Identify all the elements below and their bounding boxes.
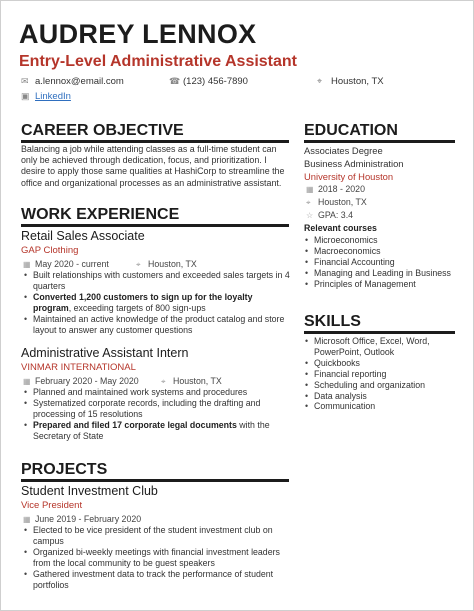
degree: Associates Degree — [304, 145, 383, 156]
calendar-icon: ▦ — [23, 377, 31, 386]
list-item: • Microsoft Office, Excel, Word, PowerPoint, Outlook — [304, 336, 452, 358]
calendar-icon: ▦ — [306, 185, 314, 194]
field-of-study: Business Administration — [304, 158, 404, 169]
list-item: • Elected to be vice president of the student investment club on campus — [23, 525, 289, 547]
section-divider — [304, 331, 455, 334]
education-dates: ▦ 2018 - 2020 — [306, 184, 365, 194]
phone-icon: ☎ — [169, 76, 181, 86]
job-title: Administrative Assistant Intern — [21, 346, 189, 360]
contact-location: ⌖ Houston, TX — [317, 76, 384, 87]
list-item: • Converted 1,200 customers to sign up for the loyalty program, exceeding targets of 800 sign-ups — [23, 292, 291, 314]
calendar-icon: ▦ — [23, 515, 31, 524]
linkedin-link[interactable]: LinkedIn — [35, 91, 71, 102]
list-item: • Financial reporting — [304, 369, 452, 380]
career-objective-text: Balancing a job while attending classes as a full-time student can only be achieved through dedication, focus, and prioritization. I desire to apply those same qualities at HashiCorp to streamline the office and organizational processes as an administrative assistant. — [21, 144, 285, 188]
job-location: ⌖ Houston, TX — [161, 376, 222, 386]
map-pin-icon: ⌖ — [161, 377, 166, 386]
courses-label: Relevant courses — [304, 223, 377, 233]
job-dates: ▦ May 2020 - current — [23, 259, 109, 269]
work-experience-heading: WORK EXPERIENCE — [21, 206, 180, 223]
linkedin-icon: ▣ — [21, 91, 30, 101]
list-item: • Microeconomics — [304, 235, 464, 246]
list-item: • Gathered investment data to track the performance of student portfolios — [23, 569, 289, 591]
education-heading: EDUCATION — [304, 122, 398, 139]
job-location: ⌖ Houston, TX — [136, 259, 197, 269]
list-item: • Financial Accounting — [304, 257, 464, 268]
project-bullets — [23, 525, 289, 590]
job-company: GAP Clothing — [21, 245, 79, 256]
star-icon: ☆ — [306, 211, 314, 220]
education-location: ⌖ Houston, TX — [306, 197, 367, 207]
list-item: • Managing and Leading in Business — [304, 268, 464, 279]
list-item: • Maintained an active knowledge of the product catalog and store layout to answer any customer questions — [23, 314, 291, 336]
list-item: • Prepared and filed 17 corporate legal documents with the Secretary of State — [23, 420, 285, 442]
project-role: Vice President — [21, 500, 83, 511]
envelope-icon: ✉ — [21, 76, 29, 86]
list-item: • Macroeconomics — [304, 246, 464, 257]
job-title: Retail Sales Associate — [21, 229, 145, 243]
job-dates: ▦ February 2020 - May 2020 — [23, 376, 139, 386]
project-dates: ▦ June 2019 - February 2020 — [23, 514, 142, 524]
list-item: • Quickbooks — [304, 358, 452, 369]
section-divider — [21, 224, 289, 227]
contact-linkedin[interactable] — [21, 90, 71, 103]
list-item: • Data analysis — [304, 391, 452, 402]
section-divider — [21, 140, 289, 143]
list-item: • Built relationships with customers and exceeded sales targets in 4 quarters — [23, 270, 291, 292]
contact-email: ✉ a.lennox@email.com — [21, 76, 124, 87]
projects-heading: PROJECTS — [21, 461, 108, 478]
candidate-title: Entry-Level Administrative Assistant — [19, 53, 298, 70]
skills-list — [304, 336, 452, 412]
map-pin-icon: ⌖ — [136, 260, 141, 269]
job-bullets — [23, 387, 285, 442]
contact-phone: ☎ (123) 456-7890 — [169, 76, 248, 87]
job-company: VINMAR INTERNATIONAL — [21, 362, 136, 373]
list-item: • Communication — [304, 401, 452, 412]
section-divider — [304, 140, 455, 143]
skills-heading: SKILLS — [304, 313, 361, 330]
list-item: • Systematized corporate records, including the drafting and processing of 15 resolutions — [23, 398, 285, 420]
list-item: • Organized bi-weekly meetings with financial investment leaders from the local community to be guest speakers — [23, 547, 289, 569]
courses-list — [304, 235, 464, 290]
list-item: • Planned and maintained work systems and procedures — [23, 387, 285, 398]
section-divider — [21, 479, 289, 482]
calendar-icon: ▦ — [23, 260, 31, 269]
school-name: University of Houston — [304, 171, 394, 182]
career-objective-heading: CAREER OBJECTIVE — [21, 122, 184, 139]
job-bullets — [23, 270, 291, 335]
candidate-name: AUDREY LENNOX — [19, 19, 257, 49]
map-pin-icon: ⌖ — [306, 198, 311, 207]
map-pin-icon: ⌖ — [317, 76, 323, 86]
list-item: • Scheduling and organization — [304, 380, 452, 391]
project-name: Student Investment Club — [21, 484, 158, 498]
list-item: • Principles of Management — [304, 279, 464, 290]
education-gpa: ☆ GPA: 3.4 — [306, 210, 354, 220]
